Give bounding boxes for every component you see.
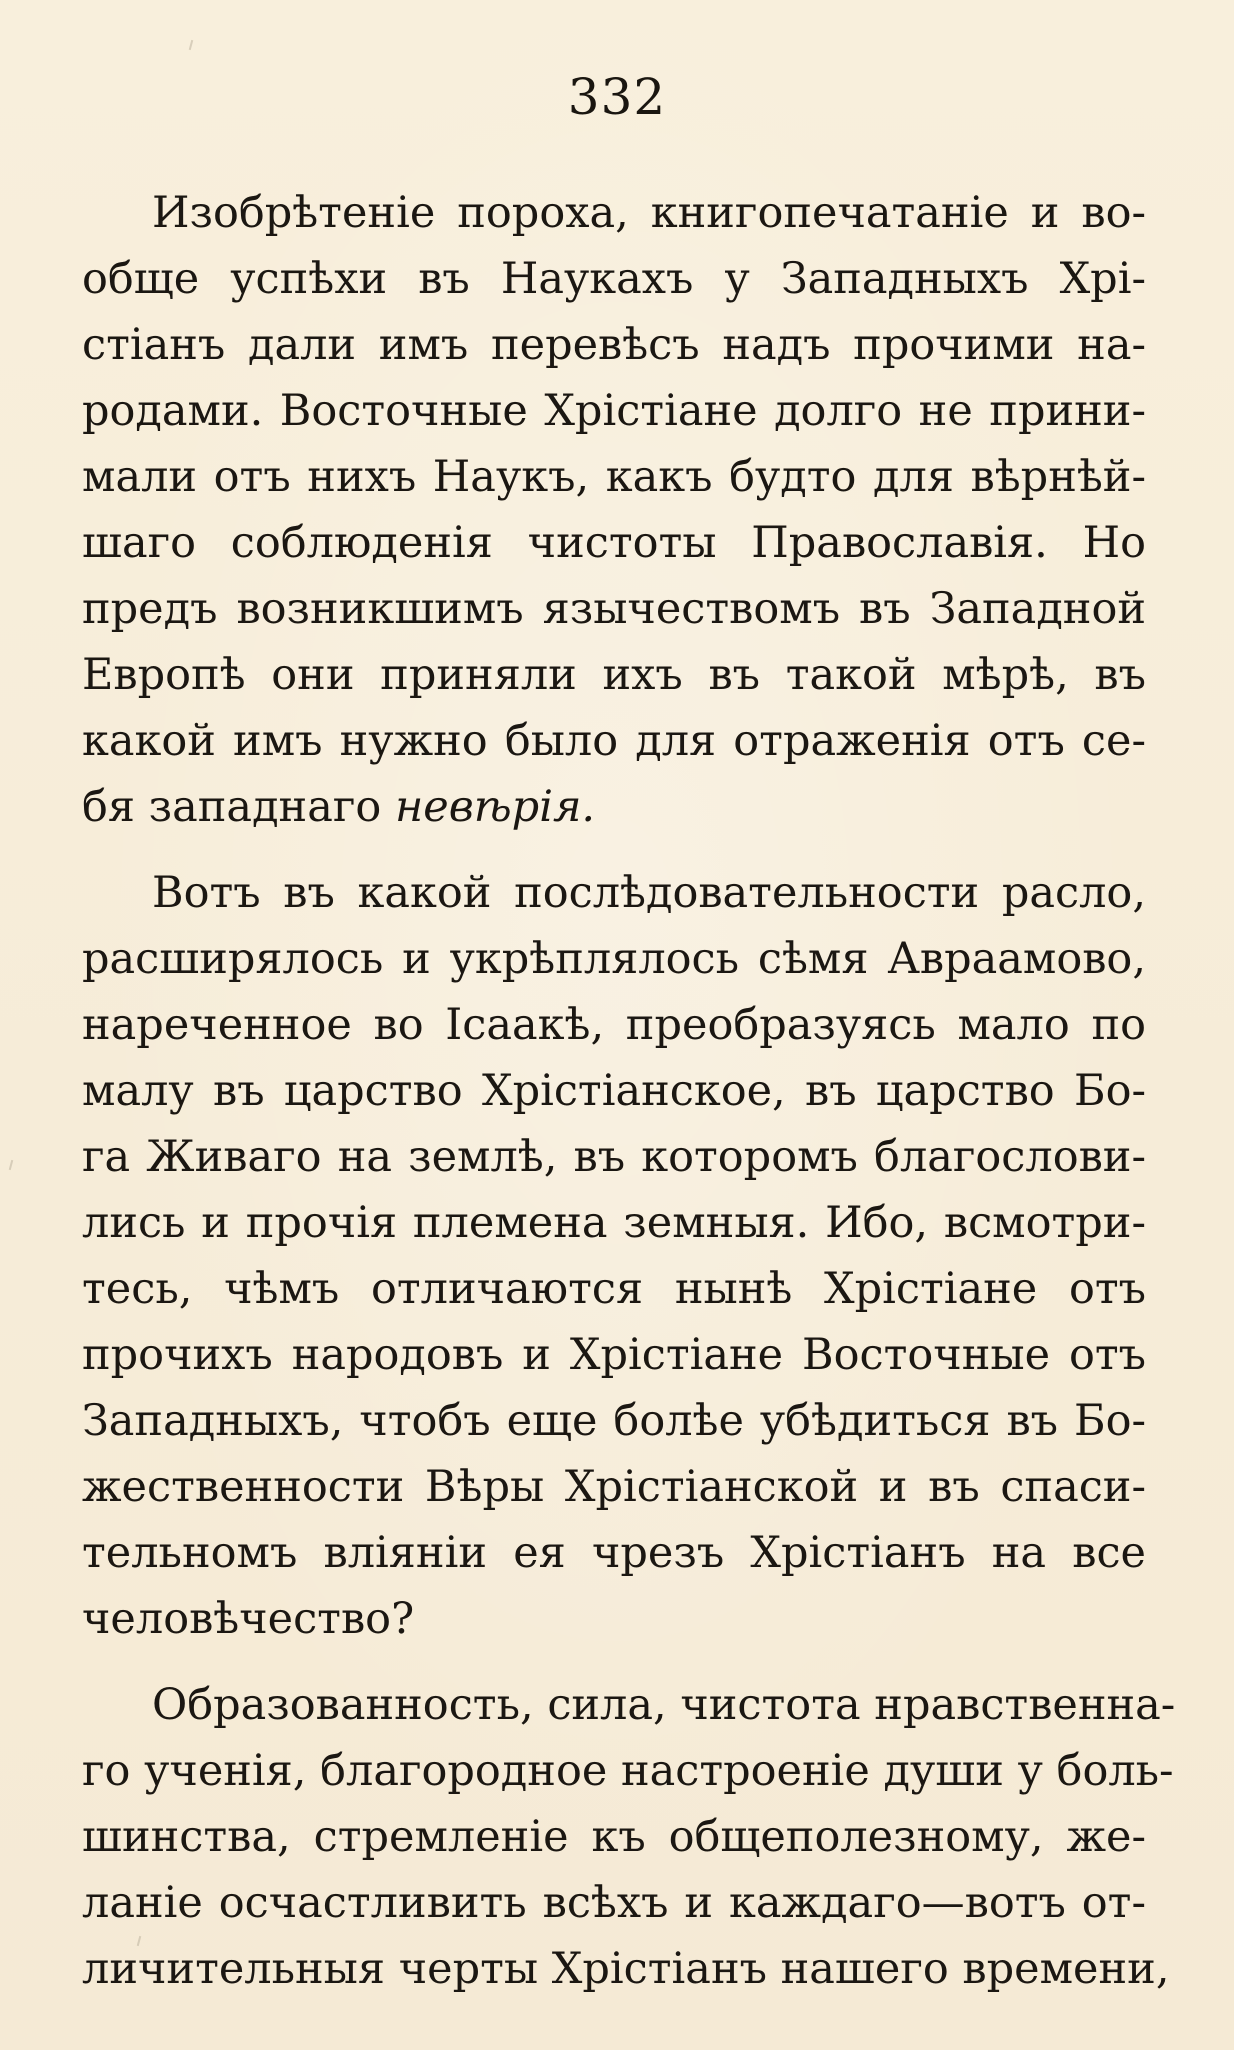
paper-speck: [9, 1160, 14, 1170]
paragraph-3: [82, 1672, 1176, 2002]
text-line: ланіе осчастливить всѣхъ и каждаго—вотъ от-: [82, 1878, 1146, 1928]
text-line: какой имъ нужно было для отраженія отъ се-: [82, 716, 1146, 766]
text-line: расширялось и укрѣплялось сѣмя Авраамово,: [82, 934, 1146, 984]
text-line: стіанъ дали имъ перевѣсъ надъ прочими на-: [82, 320, 1146, 370]
paragraph-gap: [82, 1652, 1146, 1672]
text-line: обще успѣхи въ Наукахъ у Западныхъ Хрі-: [82, 254, 1146, 304]
text-line: предъ возникшимъ язычествомъ въ Западной: [82, 584, 1146, 634]
text-line: тельномъ вліяніи ея чрезъ Хрістіанъ на все: [82, 1528, 1146, 1578]
text-line: личительныя черты Хрістіанъ нашего времени,: [82, 1944, 1170, 1994]
text-line: го ученія, благородное настроеніе души у боль-: [82, 1746, 1174, 1796]
text-line: [82, 774, 1146, 840]
text-line: Западныхъ, чтобъ еще болѣе убѣдиться въ Бо-: [82, 1396, 1146, 1446]
text-line: мали отъ нихъ Наукъ, какъ будто для вѣрнѣй-: [82, 452, 1146, 502]
text-line: жественности Вѣры Хрістіанской и въ спаси-: [82, 1462, 1146, 1512]
text-line: человѣчество?: [82, 1594, 415, 1644]
text-line: Образованность, сила, чистота нравственна-: [152, 1680, 1176, 1730]
text-line: прочихъ народовъ и Хрістіане Восточные отъ: [82, 1330, 1146, 1380]
text-line: шинства, стремленіе къ общеполезному, же-: [82, 1812, 1146, 1862]
paragraph-gap: [82, 840, 1146, 860]
text-line: Изобрѣтеніе пороха, книгопечатаніе и во-: [152, 188, 1146, 238]
text-line: Вотъ въ какой послѣдовательности расло,: [152, 868, 1146, 918]
text-line: тесь, чѣмъ отличаются нынѣ Хрістіане отъ: [82, 1264, 1146, 1314]
page-number: 332: [567, 68, 667, 126]
body-text: [82, 180, 1176, 2002]
italic-word: невѣрія.: [394, 782, 596, 832]
text-line: малу въ царство Хрістіанское, въ царство Бо-: [82, 1066, 1146, 1116]
paragraph-2: [82, 860, 1146, 1652]
line-prefix: бя западнаго: [82, 782, 395, 832]
text-line: лись и прочія племена земныя. Ибо, всмотри-: [82, 1198, 1146, 1248]
text-line: нареченное во Ісаакѣ, преобразуясь мало по: [82, 1000, 1146, 1050]
text-line: Европѣ они приняли ихъ въ такой мѣрѣ, въ: [82, 650, 1146, 700]
text-line: родами. Восточные Хрістіане долго не прини-: [82, 386, 1146, 436]
paper-speck: [189, 40, 194, 50]
text-line: га Живаго на землѣ, въ которомъ благослови-: [82, 1132, 1146, 1182]
text-line: шаго соблюденія чистоты Православія. Но: [82, 518, 1146, 568]
paragraph-1: [82, 180, 1146, 840]
